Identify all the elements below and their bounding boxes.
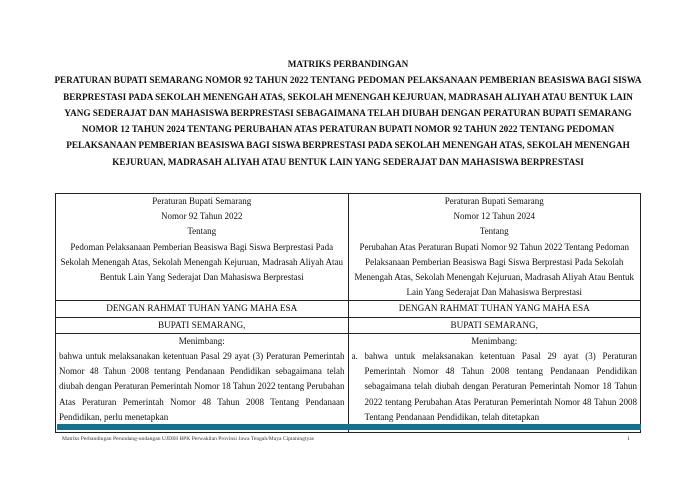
- right-menimbang-item: [352, 349, 638, 425]
- right-menimbang-label: Menimbang:: [471, 335, 518, 346]
- right-bupati: BUPATI SEMARANG,: [348, 317, 641, 333]
- left-menimbang-cell: [56, 333, 349, 432]
- left-reg-name: Peraturan Bupati Semarang: [152, 196, 252, 206]
- right-regulation-header: [348, 194, 641, 301]
- table-row: [56, 301, 641, 317]
- table-row: [56, 194, 641, 301]
- document-subtitle: PERATURAN BUPATI SEMARANG NOMOR 92 TAHUN 2022 TENTANG PEDOMAN PELAKSANAAN PEMBERIAN BEASISWA BAGI SISWA BERPRESTASI PADA SEKOLAH MENENGAH ATAS, SEKOLAH MENENGAH KEJURUAN, MADRASAH ALIYAH ATAU BENTUK LAIN YANG SEDERAJAT DAN MAHASISWA BERPRESTASI SEBAGAIMANA TELAH DIUBAH DENGAN PERATURAN BUPATI SEMARANG NOMOR 12 TAHUN 2024 TENTANG PERUBAHAN ATAS PERATURAN BUPATI NOMOR 92 TAHUN 2022 TENTANG PEDOMAN PELAKSANAAN PEMBERIAN BEASISWA BAGI SISWA BERPRESTASI PADA SEKOLAH MENENGAH ATAS, SEKOLAH MENENGAH KEJURUAN, MADRASAH ALIYAH ATAU BENTUK LAIN YANG SEDERAJAT DAN MAHASISWA BERPRESTASI: [54, 75, 642, 167]
- document-title: MATRIKS PERBANDINGAN: [287, 59, 409, 69]
- right-reg-name: Peraturan Bupati Semarang: [444, 196, 544, 206]
- right-rahmat: DENGAN RAHMAT TUHAN YANG MAHA ESA: [348, 301, 641, 317]
- table-row: [56, 333, 641, 432]
- document-heading: [50, 56, 646, 170]
- left-menimbang-text: bahwa untuk melaksanakan ketentuan Pasal 29 ayat (3) Peraturan Pemerintah Nomor 48 Tahun 2008 tentang Pendanaan Pendidikan sebagaimana telah diubah dengan Peraturan Pemerintah Nomor 18 Tahun 2022 tentang Perubahan Atas Peraturan Pemerintah Nomor 48 Tahun 2008 Tentang Pendanaan Pendidikan, perlu menetapkan: [59, 351, 345, 422]
- left-bupati: BUPATI SEMARANG,: [56, 317, 349, 333]
- item-marker: a.: [351, 351, 358, 362]
- left-reg-subject: Pedoman Pelaksanaan Pemberian Beasiswa Bagi Siswa Berprestasi Pada Sekolah Menengah Atas, Sekolah Menengah Kejuruan, Madrasah Aliyah Atau Bentuk Lain Yang Sederajat Dan Mahasiswa Berprestasi: [60, 241, 343, 283]
- right-reg-subject: Perubahan Atas Peraturan Bupati Nomor 92 Tahun 2022 Tentang Pedoman Pelaksanaan Pemberian Beasiswa Bagi Siswa Berprestasi Pada Sekolah Menengah Atas, Sekolah Menengah Kejuruan, Madrasah Aliyah Atau Bentuk Lain Yang Sederajat Dan Mahasiswa Berprestasi: [354, 241, 634, 298]
- right-reg-number: Nomor 12 Tahun 2024: [453, 211, 535, 222]
- left-reg-number: Nomor 92 Tahun 2022: [161, 211, 243, 222]
- footer-text: Matriks Perbandingan Perundang-undangan UJDIH BPK Perwakilan Provinsi Jawa Tengah/Maya Ciptaningtyas: [62, 436, 314, 442]
- left-regulation-header: [56, 194, 349, 301]
- right-menimbang-text: bahwa untuk melaksanakan ketentuan Pasal 29 ayat (3) Peraturan Pemerintah Nomor 48 Tahun 2008 tentang Pendanaan Pendidikan sebagaimana telah diubah dengan Peraturan Pemerintah Nomor 18 Tahun 2022 tentang Perubahan Atas Peraturan Pemerintah Nomor 48 Tahun 2008 Tentang Pendanaan Pendidikan, telah ditetapkan: [364, 351, 637, 422]
- left-menimbang-label: Menimbang:: [178, 335, 225, 346]
- left-rahmat: DENGAN RAHMAT TUHAN YANG MAHA ESA: [56, 301, 349, 317]
- right-reg-tentang: Tentang: [479, 226, 509, 237]
- left-reg-tentang: Tentang: [187, 226, 217, 237]
- footer-bar: [57, 424, 641, 430]
- right-menimbang-clip: [352, 349, 638, 432]
- page-number: 1: [627, 436, 630, 442]
- table-row: [56, 317, 641, 333]
- comparison-table: [55, 193, 641, 433]
- right-menimbang-cell: [348, 333, 641, 432]
- left-menimbang-clip: [59, 349, 345, 432]
